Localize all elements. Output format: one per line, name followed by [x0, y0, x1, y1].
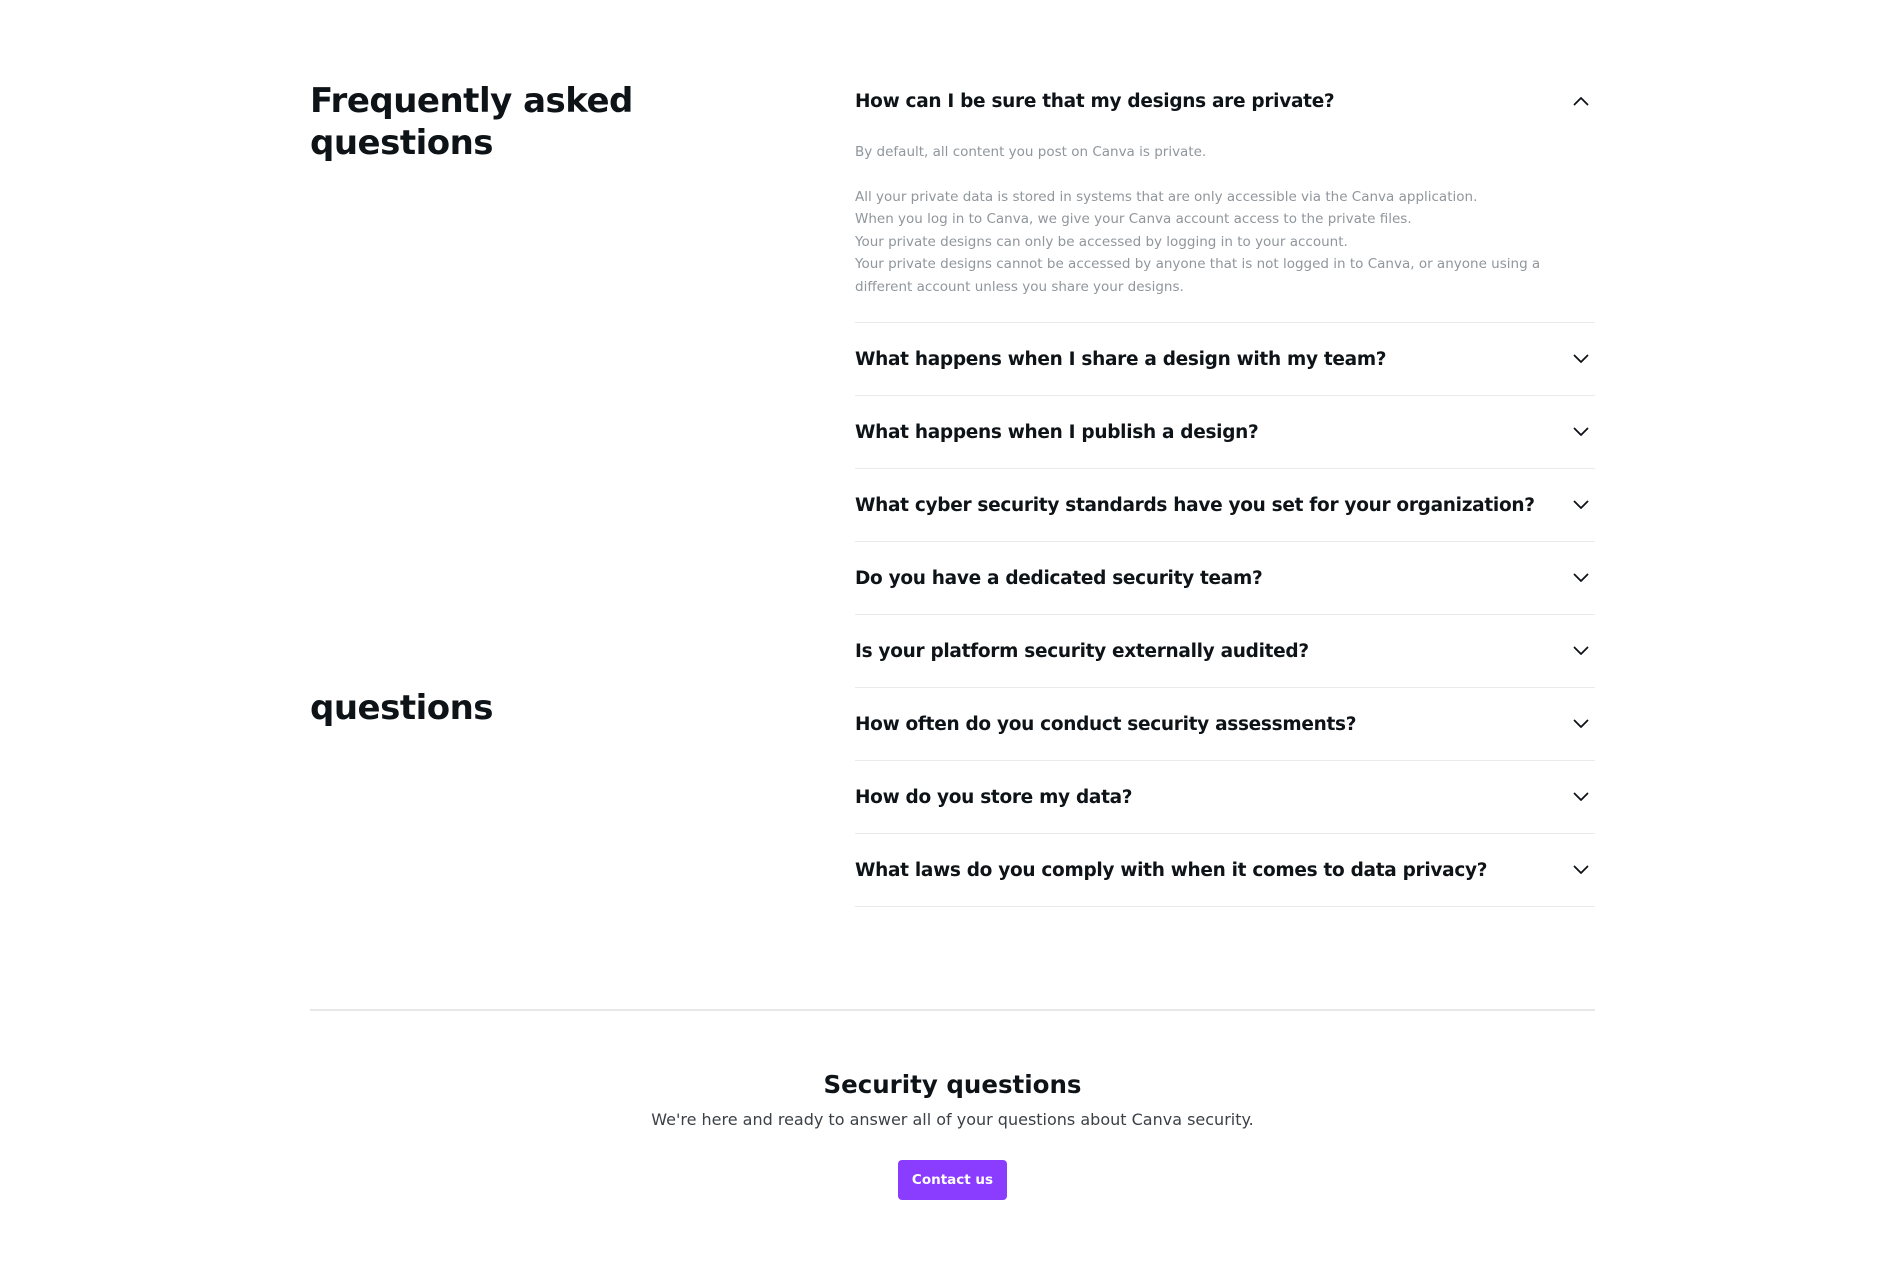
faq-question-text: What happens when I publish a design?: [855, 421, 1259, 443]
security-contact-section: [310, 1065, 1595, 1200]
faq-question-text: How often do you conduct security assessments?: [855, 713, 1357, 735]
faq-item: [855, 396, 1595, 469]
faq-question-text: What cyber security standards have you set for your organization?: [855, 494, 1535, 516]
faq-item: [855, 834, 1595, 907]
faq-question-toggle[interactable]: [855, 542, 1595, 614]
chevron-down-icon[interactable]: [1569, 420, 1593, 444]
section-divider: [310, 1009, 1595, 1011]
faq-question-text: How do you store my data?: [855, 786, 1133, 808]
faq-question-text: What happens when I share a design with my team?: [855, 348, 1387, 370]
chevron-down-icon[interactable]: [1569, 858, 1593, 882]
faq-question-toggle[interactable]: [855, 834, 1595, 906]
faq-accordion: [855, 65, 1595, 907]
faq-item: [855, 615, 1595, 688]
faq-question-text: What laws do you comply with when it comes to data privacy?: [855, 859, 1488, 881]
chevron-down-icon[interactable]: [1569, 347, 1593, 371]
contact-subtitle: We're here and ready to answer all of your questions about Canva security.: [651, 1110, 1254, 1129]
faq-heading: Frequently asked questions: [310, 81, 633, 163]
faq-item: [855, 469, 1595, 542]
faq-answer-lead: By default, all content you post on Canva is private.: [855, 144, 1207, 160]
faq-item: [855, 688, 1595, 761]
chevron-down-icon[interactable]: [1569, 493, 1593, 517]
faq-question-toggle[interactable]: [855, 65, 1595, 137]
faq-question-toggle[interactable]: [855, 615, 1595, 687]
faq-item: [855, 542, 1595, 615]
chevron-down-icon[interactable]: [1569, 712, 1593, 736]
faq-answer: [855, 137, 1595, 322]
faq-answer-line: Your private designs can only be accessed by logging in to your account.: [855, 233, 1348, 250]
faq-heading-sticky-ghost: questions: [310, 688, 494, 728]
contact-us-button[interactable]: Contact us: [898, 1160, 1007, 1200]
chevron-down-icon[interactable]: [1569, 566, 1593, 590]
chevron-down-icon[interactable]: [1569, 785, 1593, 809]
faq-item: [855, 761, 1595, 834]
faq-question-toggle[interactable]: [855, 469, 1595, 541]
faq-question-text: How can I be sure that my designs are private?: [855, 90, 1335, 112]
faq-question-toggle[interactable]: [855, 396, 1595, 468]
faq-question-toggle[interactable]: [855, 761, 1595, 833]
faq-item: [855, 65, 1595, 323]
faq-answer-line: When you log in to Canva, we give your Canva account access to the private files.: [855, 211, 1412, 227]
faq-question-text: Do you have a dedicated security team?: [855, 567, 1263, 589]
chevron-up-icon[interactable]: [1569, 89, 1593, 113]
faq-item: [855, 323, 1595, 396]
faq-question-toggle[interactable]: [855, 688, 1595, 760]
contact-title: Security questions: [823, 1070, 1082, 1099]
faq-question-text: Is your platform security externally audited?: [855, 640, 1309, 662]
faq-answer-line: Your private designs cannot be accessed by anyone that is not logged in to Canva, or anyone using a different account unless you share your designs.: [855, 256, 1541, 295]
chevron-down-icon[interactable]: [1569, 639, 1593, 663]
faq-answer-line: All your private data is stored in systems that are only accessible via the Canva application.: [855, 188, 1478, 205]
faq-question-toggle[interactable]: [855, 323, 1595, 395]
